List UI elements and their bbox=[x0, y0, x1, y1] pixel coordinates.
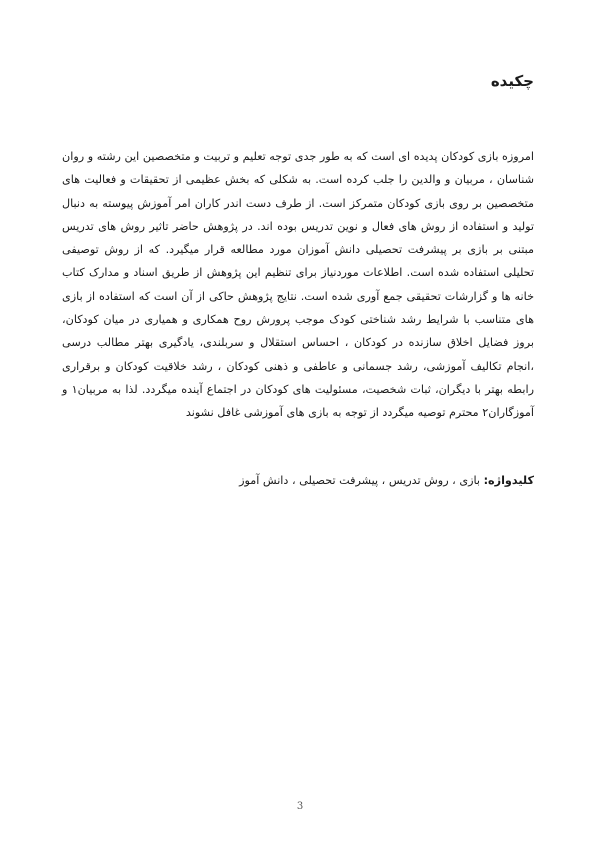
page-number: 3 bbox=[296, 801, 304, 812]
keywords-line bbox=[62, 469, 534, 492]
abstract-body: امروزه بازی کودکان پدیده ای است که به طور جدی توجه تعلیم و تربیت و متخصصین این رشته و روان شناسان ، مربیان و والدین را جلب کرده است. به شکلی که بخش عظیمی از تحقیقات و فعالیت های متخصصین بر روی بازی کودکان متمرکز است. از طرف دست اندر کاران امر آموزش پیوسته به دنبال تولید و استفاده از روش های فعال و نوین تدریس بوده اند. در پژوهش حاضر تاثیر روش های تدریس مبتنی بر بازی بر پیشرفت تحصیلی دانش آموزان مورد مطالعه قرار میگیرد. که از روش توصیفی تحلیلی استفاده شده است. اطلاعات موردنیاز برای تنظیم این پژوهش از طریق اسناد و مدارک کتاب خانه ها و گزارشات تحقیقی جمع آوری شده است. نتایج پژوهش حاکی از آن است که استفاده از بازی های متناسب با شرایط رشد شناختی کودک موجب پرورش روح همکاری و همیاری در میان کودکان، بروز فضایل اخلاق سازنده در کودکان ، احساس استقلال و سربلندی، یادگیری بهتر مطالب درسی ،انجام تکالیف آموزشی، رشد جسمانی و عاطفی و ذهنی کودکان ، رشد خلاقیت کودکان و برقراری رابطه بهتر با دیگران، ثبات شخصیت، مسئولیت های کودکان در اجتماع آینده میگردد. لذا به مربیان۱ و آموزگاران۲ محترم توصیه میگردد از توجه به بازی های آموزشی غافل نشوند bbox=[62, 150, 534, 420]
keywords-label: کلیدواژه: bbox=[483, 474, 534, 487]
keywords-text: بازی ، روش تدریس ، پیشرفت تحصیلی ، دانش آموز bbox=[239, 474, 484, 487]
abstract-heading: چکیده bbox=[490, 72, 534, 90]
